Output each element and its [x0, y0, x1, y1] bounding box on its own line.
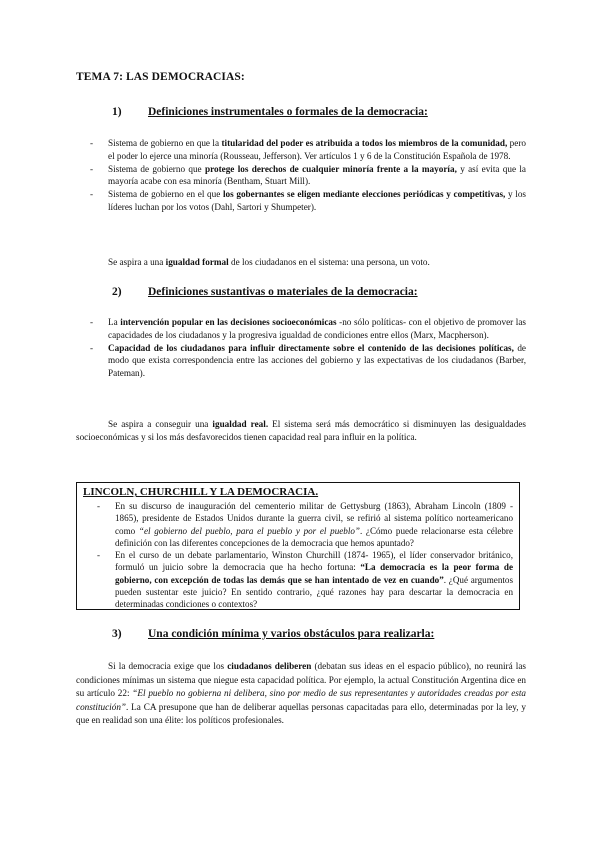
- bullet-dash: -: [97, 501, 101, 511]
- section-3-number: 3): [112, 628, 122, 640]
- section-1-list: [76, 137, 526, 214]
- section-2-list: [76, 316, 526, 380]
- section-3-paragraph: Si la democracia exige que los ciudadanos deliberen (debatan sus ideas en el espacio público), no reunirá las condiciones mínimas un sistema que niegue esta capacidad política. Por ejemplo, la actual Constitución Argentina dice en su artículo 22: “El pueblo no gobierna ni delibera, sino por medio de sus representantes y autoridades creadas por esta constitución”. La CA presupone que han de deliberar aquellas personas capacitadas para ello, determinadas por la ley, y que en realidad son una élite: los políticos profesionales.: [76, 661, 526, 726]
- list-item: - En su discurso de inauguración del cementerio militar de Gettysburg (1863), Abraham Lincoln (1809 - 1865), presidente de Estados Unidos durante la guerra civil, se refirió al sistema político norteamericano como “el gobierno del pueblo, para el pueblo y por el pueblo”. ¿Cómo puede relacionarse esta célebre definición con las diferentes concepciones de la democracia que hemos apuntado?: [97, 501, 513, 548]
- bullet-dash: -: [97, 550, 101, 561]
- list-item: - Capacidad de los ciudadanos para influir directamente sobre el contenido de las decisiones políticas, de modo que exista correspondencia entre las acciones del gobierno y las expectativas de los ciudadanos (Barber, Pateman).: [90, 342, 526, 379]
- discussion-box: [76, 482, 520, 610]
- bullet-dash: -: [90, 189, 94, 200]
- bullet-dash: -: [90, 317, 94, 327]
- box-title: LINCOLN, CHURCHILL Y LA DEMOCRACIA.: [83, 486, 319, 498]
- section-2-summary: Se aspira a conseguir una igualdad real. El sistema será más democrático si disminuyen las desigualdades socioeconómicas y si los más desfavorecidos tienen capacidad real para influir en la política.: [76, 419, 526, 442]
- list-item: - Sistema de gobierno en el que los gobernantes se eligen mediante elecciones periódicas y competitivas, y los líderes luchan por los votos (Dahl, Sartori y Shumpeter).: [90, 189, 526, 212]
- list-item: - En el curso de un debate parlamentario, Winston Churchill (1874- 1965), el líder conservador británico, formuló un juicio sobre la democracia que ha hecho fortuna: “La democracia es la peor forma de gobierno, con excepción de todas las demás que se han intentado de vez en cuando”. ¿Qué argumentos pueden sustentar este juicio? En sentido contrario, ¿qué razones hay para descartar la democracia en determinadas condiciones o contextos?: [97, 550, 514, 610]
- section-1-number: 1): [112, 106, 122, 118]
- list-item: - Sistema de gobierno que protege los derechos de cualquier minoría frente a la mayoría, y así evita que la mayoría acabe con esa minoría (Bentham, Stuart Mill).: [90, 163, 526, 187]
- list-item: - La intervención popular en las decisiones socioeconómicas -no sólo políticas- con el objetivo de promover las capacidades de los ciudadanos y la progresiva igualdad de condiciones entre ellos (Marx, Macpherson).: [90, 317, 527, 340]
- box-list: [83, 500, 513, 611]
- section-3-title: Una condición mínima y varios obstáculos para realizarla:: [148, 628, 435, 640]
- section-1-title: Definiciones instrumentales o formales de la democracia:: [148, 106, 428, 118]
- section-2-title: Definiciones sustantivas o materiales de la democracia:: [148, 286, 418, 298]
- list-item: - Sistema de gobierno en que la titularidad del poder es atribuida a todos los miembros de la comunidad, pero el poder lo ejerce una minoría (Rousseau, Jefferson). Ver artículos 1 y 6 de la Constitución Española de 1978.: [90, 138, 526, 161]
- bullet-dash: -: [90, 342, 94, 353]
- page-title: TEMA 7: LAS DEMOCRACIAS:: [76, 71, 245, 83]
- bullet-dash: -: [90, 138, 94, 148]
- section-1-summary: Se aspira a una igualdad formal de los ciudadanos en el sistema: una persona, un voto.: [108, 257, 430, 267]
- bullet-dash: -: [90, 163, 94, 174]
- section-2-number: 2): [112, 286, 122, 298]
